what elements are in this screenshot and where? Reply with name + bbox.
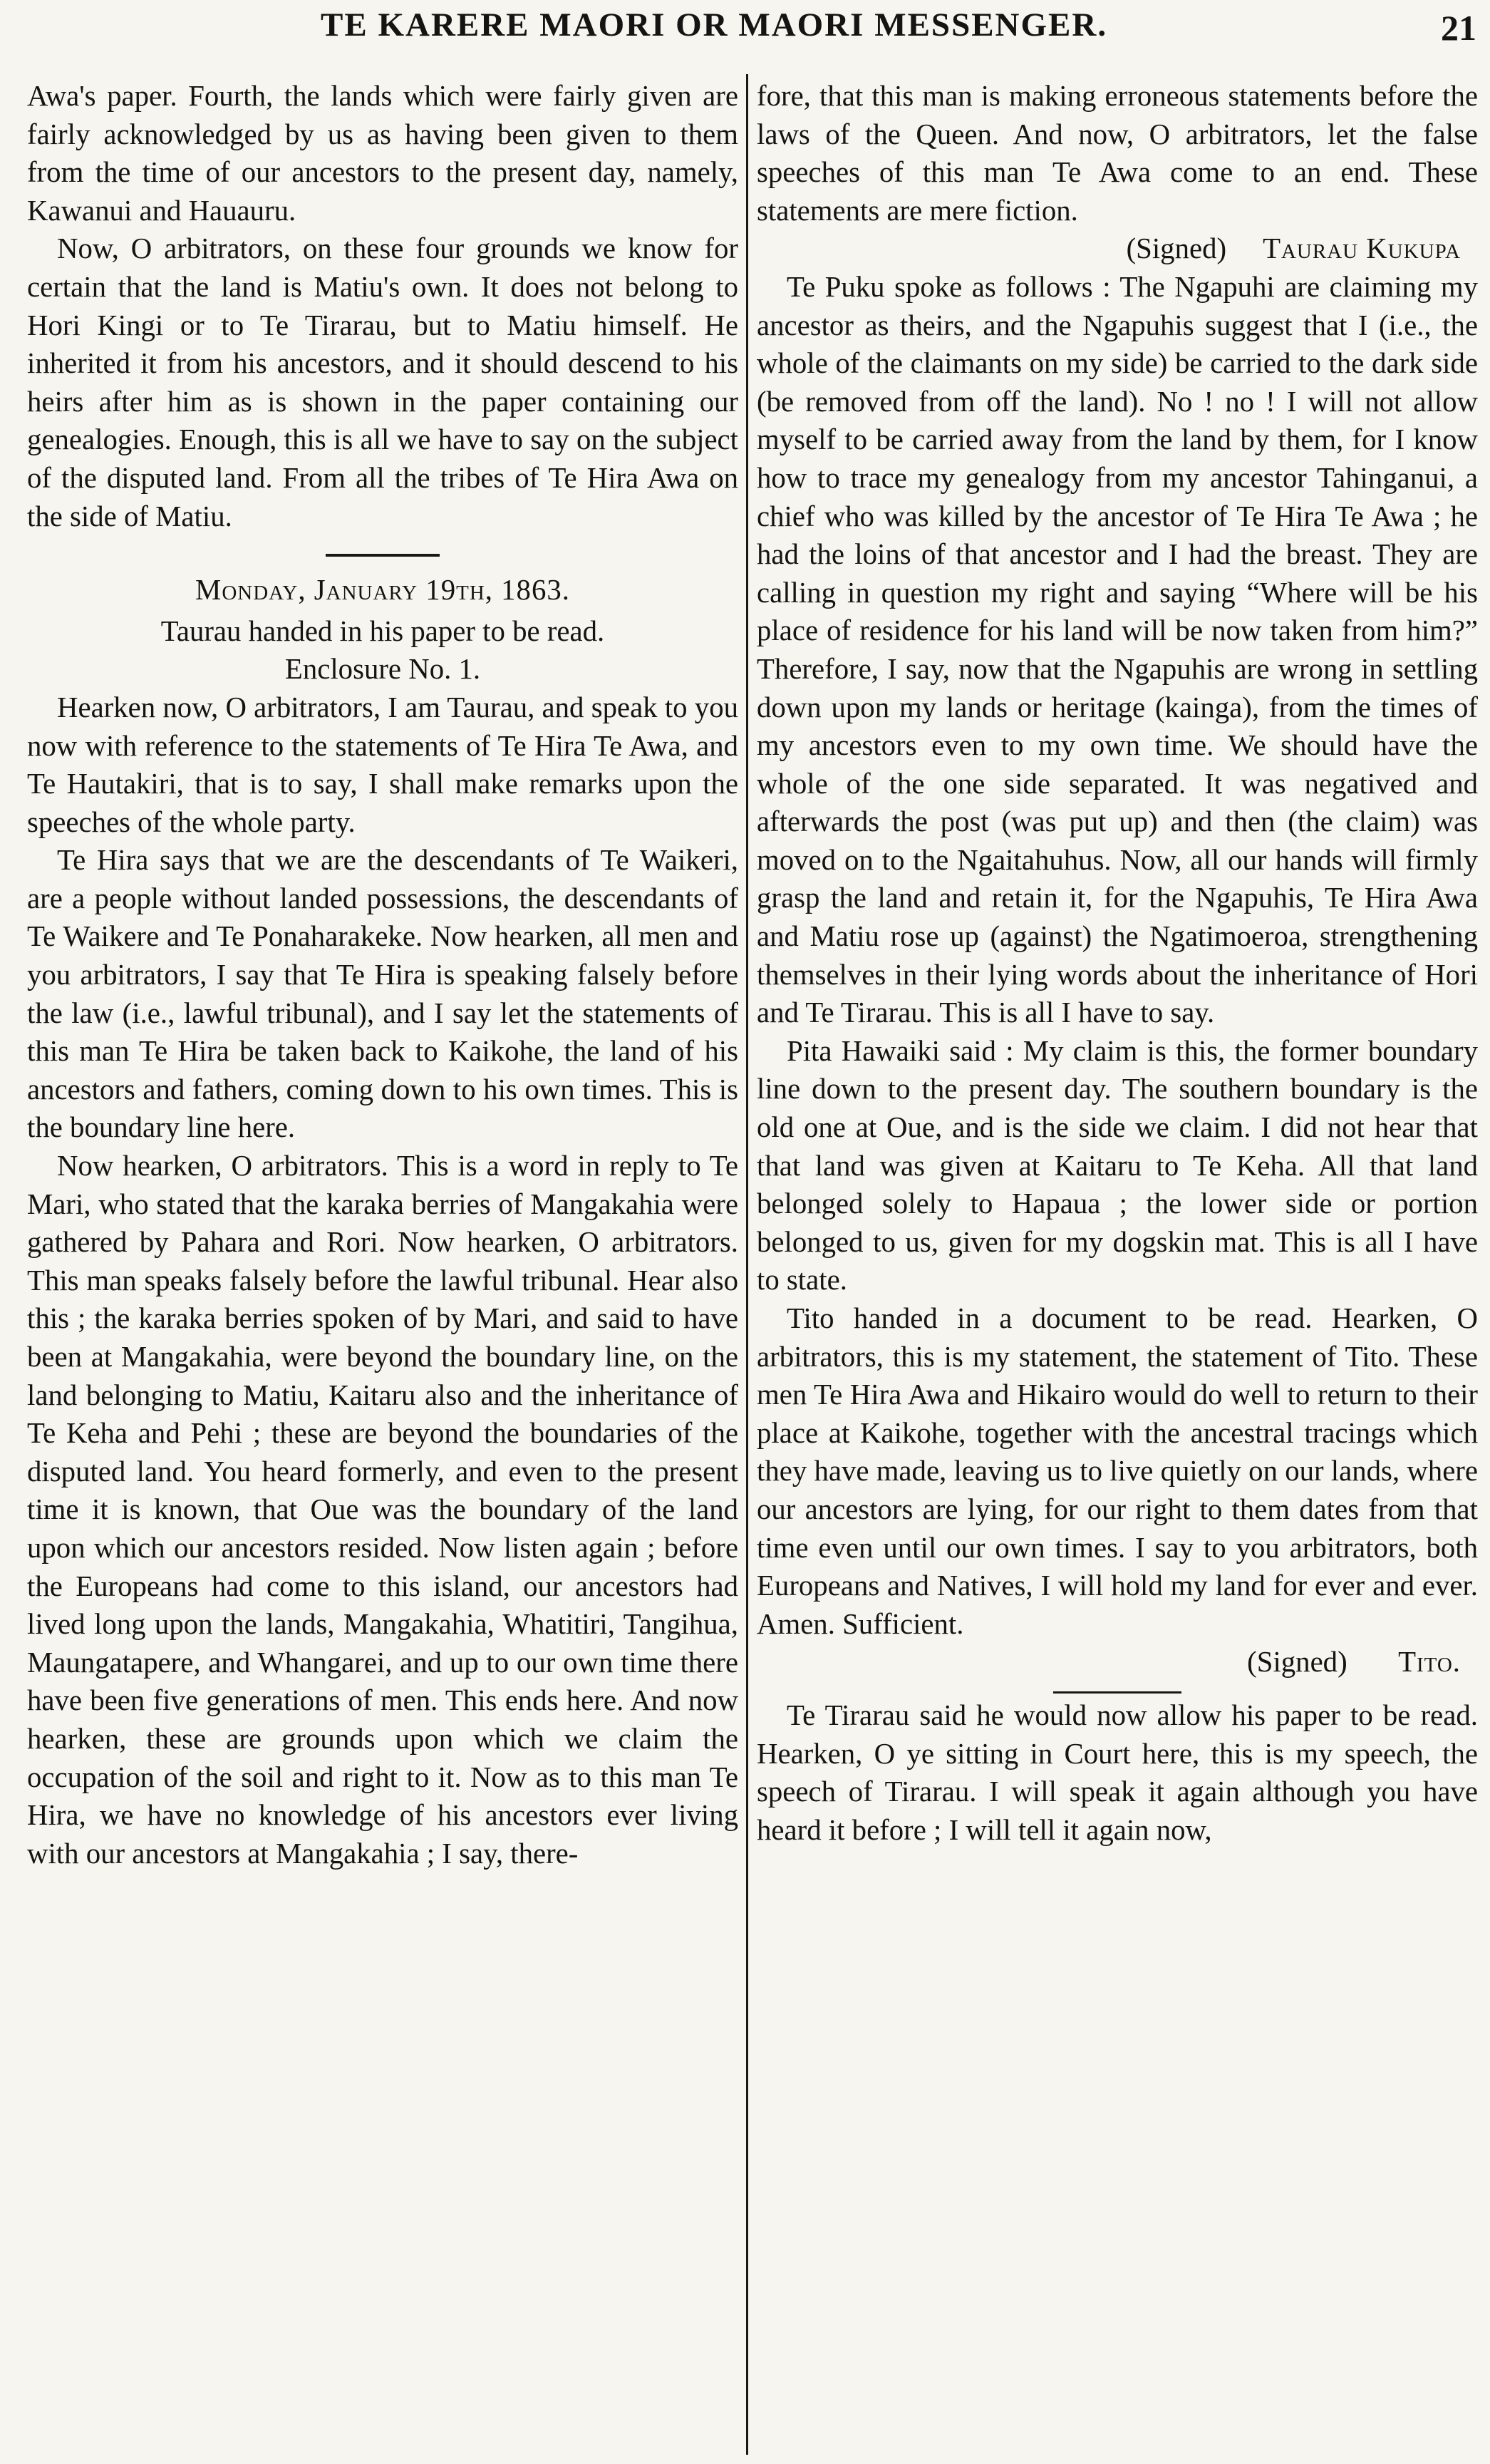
signature-prefix: (Signed) — [1126, 232, 1227, 265]
date-heading: Monday, January 19th, 1863. — [195, 574, 570, 607]
signature-name: Tito. — [1398, 1646, 1461, 1679]
running-title: TE KARERE MAORI OR MAORI MESSENGER. — [321, 6, 1108, 43]
paragraph: fore, that this man is making erroneous statements before the laws of the Queen. And now, O arbitrators, let the false speeches of this man Te Awa come to an end. These statements are mere fiction. — [757, 80, 1478, 227]
signature-prefix: (Signed) — [1247, 1646, 1347, 1679]
paragraph: Pita Hawaiki said : My claim is this, the former boundary line down to the present day. The southern boundary is the old one at Oue, and is the side we claim. I did not hear that that land was given at Kaitaru to Te Keha. All that land belonged solely to Hapaua ; the lower side or portion belonged to us, given for my dogskin mat. This is all I have to state. — [757, 1034, 1478, 1297]
paragraph: Awa's paper. Fourth, the lands which were fairly given are fairly acknowledged by us as having been given to them from the time of our ancestors to the present day, namely, Kawanui and Hauauru. — [27, 80, 738, 227]
signature-name: Taurau Kukupa — [1263, 232, 1461, 265]
right-column — [757, 77, 1478, 2450]
signature-line — [757, 230, 1478, 268]
page-header — [0, 0, 1490, 64]
enclosure-label: Enclosure No. 1. — [284, 653, 481, 686]
paragraph: Te Puku spoke as follows : The Ngapuhi are claiming my ancestor as theirs, and the Ngapuhis suggest that I (i.e., the whole of the claimants on my side) be carried to the dark side (be removed from off the land). No ! no ! I will not allow myself to be carried away from the land by them, for I know how to trace my genealogy from my ancestor Tahinganui, a chief who was killed by the ancestor of Te Hira Te Awa ; he had the loins of that ancestor and I had the breast. They are calling in question my right and saying “Where will be his place of residence for his land will be now taken from him?” Therefore, I say, now that the Ngapuhis are wrong in settling down upon my lands or heritage (kainga), from the times of my ancestors even to my own time. We should have the whole of the one side separated. It was negatived and afterwards the post (was put up) and then (the claim) was moved on to the Ngaitahuhus. Now, all our hands will firmly grasp the land and retain it, for the Ngapuhis, Te Hira Awa and Matiu rose up (against) the Ngatimoeroa, strengthening themselves in their lying words about the inheritance of Hori and Te Tirarau. This is all I have to say. — [757, 270, 1478, 1029]
paragraph: Now, O arbitrators, on these four grounds we know for certain that the land is Matiu's own. It does not belong to Hori Kingi or to Te Tirarau, but to Matiu himself. He inherited it from his ancestors, and it should descend to his heirs after him as is shown in the paper containing our genealogies. Enough, this is all we have to say on the subject of the disputed land. From all the tribes of Te Hira Awa on the side of Matiu. — [27, 232, 738, 532]
signature-line — [757, 1643, 1478, 1681]
intro-line: Taurau handed in his paper to be read. — [160, 614, 605, 647]
page-number: 21 — [1441, 8, 1476, 48]
section-divider — [1053, 1691, 1181, 1694]
column-rule — [746, 74, 748, 2455]
section-divider — [326, 554, 440, 557]
paragraph: Te Hira says that we are the descendants of Te Waikeri, are a people without landed possessions, the descendants of Te Waikere and Te Ponaharakeke. Now hearken, all men and you arbitrators, I say that Te Hira is speaking falsely before the law (i.e., lawful tribunal), and I say let the statements of this man Te Hira be taken back to Kaikohe, the land of his ancestors and fathers, coming down to his own times. This is the boundary line here. — [27, 844, 738, 1144]
paragraph: Tito handed in a document to be read. Hearken, O arbitrators, this is my statement, the statement of Tito. These men Te Hira Awa and Hikairo would do well to return to their place at Kaikohe, together with the ancestral tracings which they have made, leaving us to live quietly on our lands, where our ancestors are lying, for our right to them dates from that time even until our own times. I say to you arbitrators, both Europeans and Natives, I will hold my land for ever and ever. Amen. Sufficient. — [757, 1302, 1478, 1640]
paragraph: Te Tirarau said he would now allow his paper to be read. Hearken, O ye sitting in Court here, this is my speech, the speech of Tirarau. I will speak it again although you have heard it before ; I will tell it again now, — [757, 1698, 1478, 1846]
paragraph: Now hearken, O arbitrators. This is a word in reply to Te Mari, who stated that the karaka berries of Mangakahia were gathered by Pahara and Rori. Now hearken, O arbitrators. This man speaks falsely before the lawful tribunal. Hear also this ; the karaka berries spoken of by Mari, and said to have been at Mangakahia, were beyond the boundary line, on the land belonging to Matiu, Kaitaru also and the inheritance of Te Keha and Pehi ; these are beyond the boundaries of the disputed land. You heard formerly, and even to the present time it is known, that Oue was the boundary of the land upon which our ancestors resided. Now listen again ; before the Europeans had come to this island, our ancestors had lived long upon the lands, Mangakahia, Whatitiri, Tangihua, Maungatapere, and Whangarei, and up to our own time there have been five generations of men. This ends here. And now hearken, these are grounds upon which we claim the occupation of the soil and right to it. Now as to this man Te Hira, we have no knowledge of his ancestors ever living with our ancestors at Mangakahia ; I say, there- — [27, 1150, 738, 1870]
left-column — [27, 77, 738, 2450]
paragraph: Hearken now, O arbitrators, I am Taurau, and speak to you now with reference to the statements of Te Hira Te Awa, and Te Hautakiri, that is to say, I shall make remarks upon the speeches of the whole party. — [27, 691, 738, 838]
